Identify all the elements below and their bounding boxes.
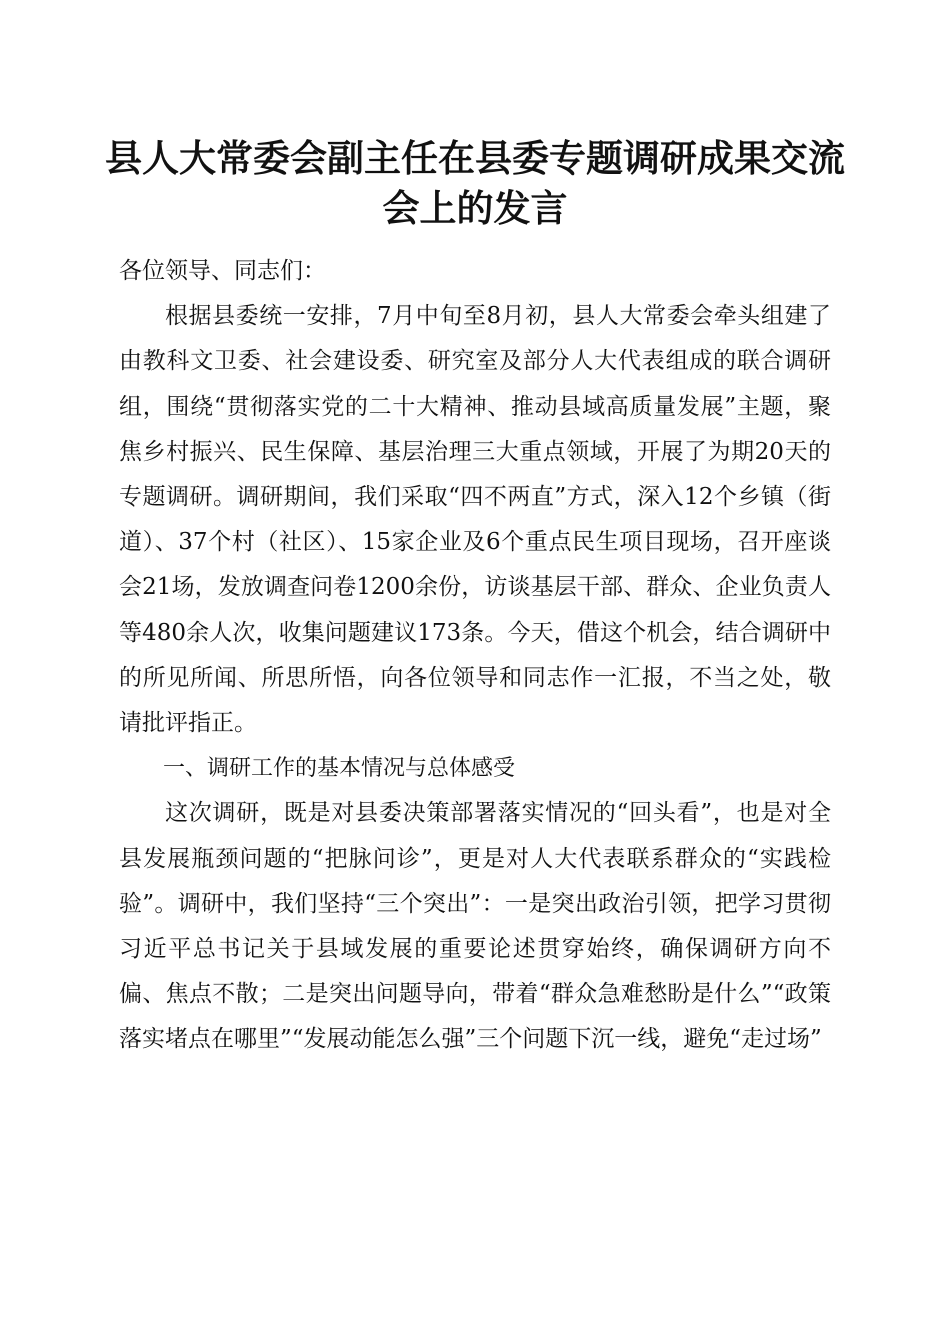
document-title: [100, 133, 850, 233]
salutation: 各位领导、同志们：: [119, 258, 326, 284]
section-heading: 一、调研工作的基本情况与总体感受: [163, 756, 516, 782]
paragraph-section-1: 这次调研，既是对县委决策部署落实情况的“回头看”，也是对全县发展瓶颈问题的“把脉问诊”，更是对人大代表联系群众的“实践检验”。调研中，我们坚持“三个突出”：一是突出政治引领，把学习贯彻习近平总书记关于县域发展的重要论述贯穿始终，确保调研方向不偏、焦点不散；二是突出问题导向，带着“群众急难愁盼是什么”“政策落实堵点在哪里”“发展动能怎么强”三个问题下沉一线，避免“走过场”: [119, 800, 831, 1053]
title-line-2: 会上的发言: [382, 186, 568, 230]
paragraph-intro: 根据县委统一安排，7月中旬至8月初，县人大常委会牵头组建了由教科文卫委、社会建设委、研究室及部分人大代表组成的联合调研组，围绕“贯彻落实党的二十大精神、推动县域高质量发展”主题，聚焦乡村振兴、民生保障、基层治理三大重点领域，开展了为期20天的专题调研。调研期间，我们采取“四不两直”方式，深入12个乡镇（街道）、37个村（社区）、15家企业及6个重点民生项目现场，召开座谈会21场，发放调查问卷1200余份，访谈基层干部、群众、企业负责人等480余人次，收集问题建议173条。今天，借这个机会，结合调研中的所见所闻、所思所悟，向各位领导和同志作一汇报，不当之处，敬请批评指正。: [119, 303, 831, 737]
title-line-1: 县人大常委会副主任在县委专题调研成果交流: [105, 136, 845, 180]
document-body: [119, 249, 831, 1063]
